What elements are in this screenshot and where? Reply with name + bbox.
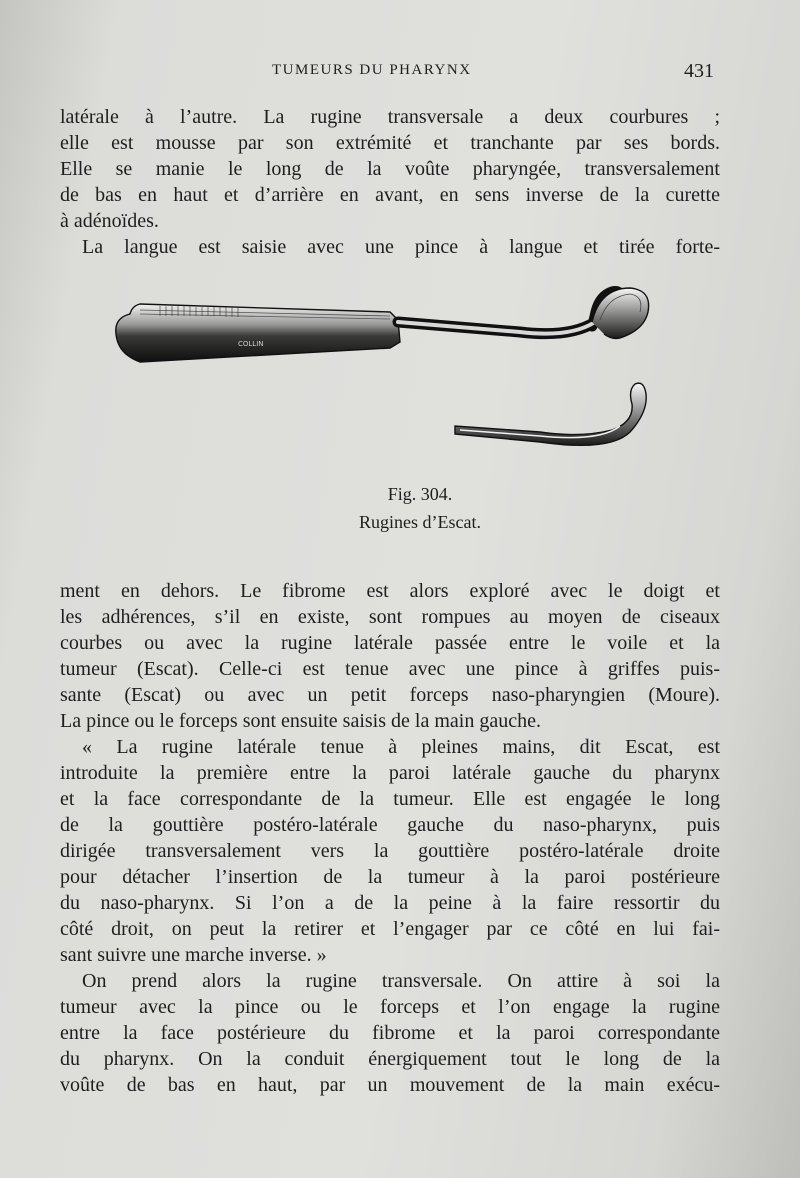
text-line: du naso-pharynx. Si l’on a de la peine à la faire ressortir du — [60, 892, 720, 914]
text-line: tumeur avec la pince ou le forceps et l’on engage la rugine — [60, 996, 720, 1018]
upper-rugine — [116, 288, 649, 362]
lower-rugine — [455, 383, 646, 445]
figure-rugines — [100, 282, 680, 472]
running-title: TUMEURS DU PHARYNX — [272, 62, 472, 78]
text-line: Elle se manie le long de la voûte pharyngée, transversalement — [60, 158, 720, 180]
text-line: du pharynx. On la conduit énergiquement tout le long de la — [60, 1048, 720, 1070]
paragraph-top — [60, 104, 720, 260]
paragraph-bottom — [60, 578, 720, 1098]
text-line: sante (Escat) ou avec un petit forceps naso-pharyngien (Moure). — [60, 684, 720, 706]
rugine-engraving — [100, 282, 680, 472]
text-line: pour détacher l’insertion de la tumeur à la paroi postérieure — [60, 866, 720, 888]
page-header — [60, 60, 720, 90]
text-line: côté droit, on peut la retirer et l’engager par ce côté en lui fai- — [60, 918, 720, 940]
text-line: La pince ou le forceps sont ensuite saisis de la main gauche. — [60, 710, 541, 732]
text-line: On prend alors la rugine transversale. On attire à soi la — [82, 970, 720, 992]
figure-title: Rugines d’Escat. — [359, 512, 481, 532]
text-line: voûte de bas en haut, par un mouvement de la main exécu- — [60, 1074, 720, 1096]
text-line: ment en dehors. Le fibrome est alors exploré avec le doigt et — [60, 580, 720, 602]
text-line: de la gouttière postéro-latérale gauche du naso-pharynx, puis — [60, 814, 720, 836]
text-line: à adénoïdes. — [60, 210, 159, 232]
text-line: courbes ou avec la rugine latérale passée entre le voile et la — [60, 632, 720, 654]
engraving-mark: COLLIN — [238, 340, 264, 348]
text-line: introduite la première entre la paroi latérale gauche du pharynx — [60, 762, 720, 784]
text-line: tumeur (Escat). Celle-ci est tenue avec une pince à griffes puis- — [60, 658, 720, 680]
text-line: elle est mousse par son extrémité et tranchante par ses bords. — [60, 132, 720, 154]
text-line: entre la face postérieure du fibrome et la paroi correspondante — [60, 1022, 720, 1044]
text-line: de bas en haut et d’arrière en avant, en sens inverse de la curette — [60, 184, 720, 206]
text-line: dirigée transversalement vers la gouttière postéro-latérale droite — [60, 840, 720, 862]
text-line: et la face correspondante de la tumeur. Elle est engagée le long — [60, 788, 720, 810]
figure-number: Fig. 304. — [387, 484, 453, 504]
page-number: 431 — [684, 60, 714, 82]
text-line: les adhérences, s’il en existe, sont rompues au moyen de ciseaux — [60, 606, 720, 628]
text-line: « La rugine latérale tenue à pleines mains, dit Escat, est — [82, 736, 720, 758]
text-line: La langue est saisie avec une pince à langue et tirée forte- — [82, 236, 720, 258]
text-line: sant suivre une marche inverse. » — [60, 944, 327, 966]
text-line: latérale à l’autre. La rugine transversale a deux courbures ; — [60, 106, 720, 128]
